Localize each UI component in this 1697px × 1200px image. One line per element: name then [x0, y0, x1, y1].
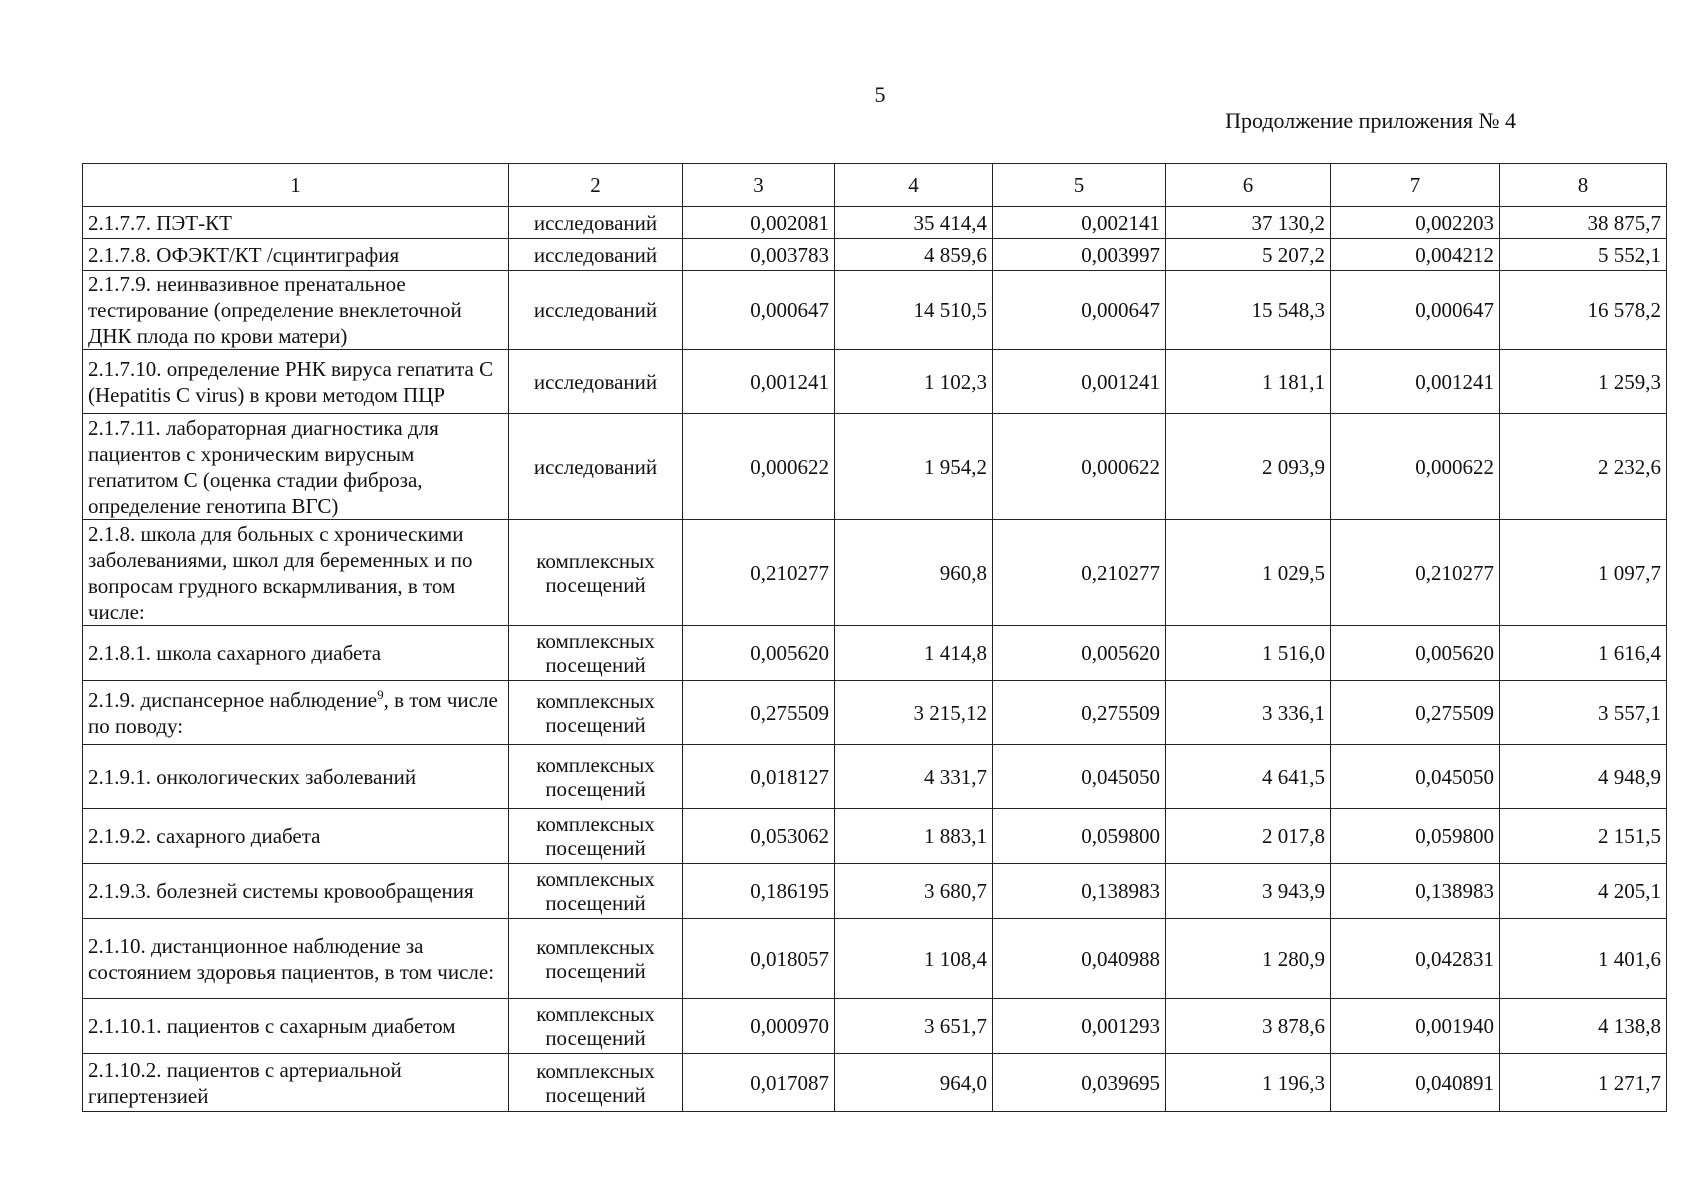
row-unit: комплексных посещений	[509, 1054, 683, 1112]
row-unit: комплексных посещений	[509, 520, 683, 626]
data-table	[82, 163, 1667, 1112]
value-cell: 1 401,6	[1500, 919, 1667, 999]
value-cell: 4 948,9	[1500, 745, 1667, 809]
table-row	[83, 919, 1667, 999]
value-cell: 0,039695	[993, 1054, 1166, 1112]
value-cell: 0,000622	[683, 414, 835, 520]
row-unit: комплексных посещений	[509, 809, 683, 864]
value-cell: 38 875,7	[1500, 207, 1667, 239]
value-cell: 0,186195	[683, 864, 835, 919]
row-unit: комплексных посещений	[509, 864, 683, 919]
value-cell: 1 883,1	[835, 809, 993, 864]
value-cell: 1 097,7	[1500, 520, 1667, 626]
value-cell: 0,000622	[993, 414, 1166, 520]
column-header: 3	[683, 164, 835, 207]
table-row	[83, 414, 1667, 520]
column-header: 8	[1500, 164, 1667, 207]
value-cell: 0,210277	[1331, 520, 1500, 626]
value-cell: 0,275509	[993, 681, 1166, 745]
value-cell: 14 510,5	[835, 271, 993, 350]
table-row	[83, 1054, 1667, 1112]
value-cell: 0,210277	[993, 520, 1166, 626]
value-cell: 0,042831	[1331, 919, 1500, 999]
value-cell: 3 943,9	[1166, 864, 1331, 919]
value-cell: 4 331,7	[835, 745, 993, 809]
page-number: 5	[874, 82, 886, 107]
value-cell: 2 093,9	[1166, 414, 1331, 520]
value-cell: 0,001241	[683, 350, 835, 414]
appendix-continuation-note: Продолжение приложения № 4	[1225, 108, 1516, 133]
value-cell: 0,000622	[1331, 414, 1500, 520]
value-cell: 5 552,1	[1500, 239, 1667, 271]
value-cell: 1 516,0	[1166, 626, 1331, 681]
value-cell: 0,005620	[1331, 626, 1500, 681]
value-cell: 0,005620	[683, 626, 835, 681]
value-cell: 0,002141	[993, 207, 1166, 239]
row-name: 2.1.7.8. ОФЭКТ/КТ /сцинтиграфия	[83, 239, 509, 271]
row-unit: комплексных посещений	[509, 626, 683, 681]
table-row	[83, 999, 1667, 1054]
row-unit: исследований	[509, 207, 683, 239]
column-header: 6	[1166, 164, 1331, 207]
value-cell: 4 859,6	[835, 239, 993, 271]
value-cell: 2 232,6	[1500, 414, 1667, 520]
row-name: 2.1.7.7. ПЭТ-КТ	[83, 207, 509, 239]
row-name: 2.1.10. дистанционное наблюдение за состоянием здоровья пациентов, в том числе:	[83, 919, 509, 999]
value-cell: 1 271,7	[1500, 1054, 1667, 1112]
value-cell: 0,138983	[993, 864, 1166, 919]
value-cell: 0,275509	[683, 681, 835, 745]
value-cell: 0,000970	[683, 999, 835, 1054]
row-unit: комплексных посещений	[509, 745, 683, 809]
value-cell: 0,040988	[993, 919, 1166, 999]
table-row	[83, 681, 1667, 745]
column-header: 2	[509, 164, 683, 207]
row-unit: комплексных посещений	[509, 681, 683, 745]
value-cell: 1 414,8	[835, 626, 993, 681]
row-unit: исследований	[509, 271, 683, 350]
value-cell: 960,8	[835, 520, 993, 626]
value-cell: 0,040891	[1331, 1054, 1500, 1112]
value-cell: 0,045050	[993, 745, 1166, 809]
value-cell: 1 954,2	[835, 414, 993, 520]
value-cell: 0,018057	[683, 919, 835, 999]
value-cell: 2 151,5	[1500, 809, 1667, 864]
value-cell: 0,018127	[683, 745, 835, 809]
value-cell: 0,210277	[683, 520, 835, 626]
row-unit: исследований	[509, 350, 683, 414]
value-cell: 0,138983	[1331, 864, 1500, 919]
value-cell: 0,002081	[683, 207, 835, 239]
value-cell: 0,053062	[683, 809, 835, 864]
table-row	[83, 271, 1667, 350]
row-name: 2.1.7.10. определение РНК вируса гепатита С (Hepatitis С virus) в крови методом ПЦР	[83, 350, 509, 414]
row-name-text: 2.1.9. диспансерное наблюдение	[88, 687, 378, 712]
value-cell: 0,003783	[683, 239, 835, 271]
value-cell: 0,004212	[1331, 239, 1500, 271]
value-cell: 0,059800	[993, 809, 1166, 864]
row-unit: комплексных посещений	[509, 919, 683, 999]
column-header: 4	[835, 164, 993, 207]
row-name: 2.1.9.3. болезней системы кровообращения	[83, 864, 509, 919]
value-cell: 4 138,8	[1500, 999, 1667, 1054]
table-row	[83, 809, 1667, 864]
column-header: 1	[83, 164, 509, 207]
value-cell: 3 651,7	[835, 999, 993, 1054]
value-cell: 2 017,8	[1166, 809, 1331, 864]
table-row	[83, 239, 1667, 271]
value-cell: 15 548,3	[1166, 271, 1331, 350]
value-cell: 1 280,9	[1166, 919, 1331, 999]
value-cell: 0,000647	[1331, 271, 1500, 350]
footnote-marker: 9	[377, 686, 384, 702]
row-name: 2.1.10.1. пациентов с сахарным диабетом	[83, 999, 509, 1054]
value-cell: 0,017087	[683, 1054, 835, 1112]
value-cell: 16 578,2	[1500, 271, 1667, 350]
value-cell: 0,003997	[993, 239, 1166, 271]
value-cell: 0,001241	[1331, 350, 1500, 414]
row-name: 2.1.8. школа для больных с хроническими заболеваниями, школ для беременных и по вопросам грудного вскармливания, в том числе:	[83, 520, 509, 626]
value-cell: 5 207,2	[1166, 239, 1331, 271]
value-cell: 3 557,1	[1500, 681, 1667, 745]
value-cell: 4 205,1	[1500, 864, 1667, 919]
value-cell: 0,045050	[1331, 745, 1500, 809]
row-name-text-cont: , в том числе по поводу:	[88, 687, 498, 738]
table-row	[83, 350, 1667, 414]
value-cell: 1 108,4	[835, 919, 993, 999]
row-name: 2.1.9.1. онкологических заболеваний	[83, 745, 509, 809]
value-cell: 0,001241	[993, 350, 1166, 414]
value-cell: 0,059800	[1331, 809, 1500, 864]
row-name: 2.1.7.11. лабораторная диагностика для пациентов с хроническим вирусным гепатитом С (оценка стадии фиброза, определение генотипа ВГС)	[83, 414, 509, 520]
value-cell: 0,275509	[1331, 681, 1500, 745]
table-row	[83, 864, 1667, 919]
table-header-row	[83, 164, 1667, 207]
value-cell: 1 181,1	[1166, 350, 1331, 414]
value-cell: 0,005620	[993, 626, 1166, 681]
value-cell: 3 878,6	[1166, 999, 1331, 1054]
value-cell: 1 259,3	[1500, 350, 1667, 414]
value-cell: 0,001940	[1331, 999, 1500, 1054]
value-cell: 0,000647	[993, 271, 1166, 350]
value-cell: 35 414,4	[835, 207, 993, 239]
value-cell: 3 680,7	[835, 864, 993, 919]
value-cell: 1 029,5	[1166, 520, 1331, 626]
row-name: 2.1.10.2. пациентов с артериальной гипертензией	[83, 1054, 509, 1112]
value-cell: 3 215,12	[835, 681, 993, 745]
row-name: 2.1.9.2. сахарного диабета	[83, 809, 509, 864]
row-unit: комплексных посещений	[509, 999, 683, 1054]
value-cell: 0,000647	[683, 271, 835, 350]
value-cell: 3 336,1	[1166, 681, 1331, 745]
table-row	[83, 207, 1667, 239]
value-cell: 1 616,4	[1500, 626, 1667, 681]
value-cell: 1 102,3	[835, 350, 993, 414]
value-cell: 37 130,2	[1166, 207, 1331, 239]
row-name	[83, 681, 509, 745]
column-header: 7	[1331, 164, 1500, 207]
value-cell: 0,001293	[993, 999, 1166, 1054]
row-unit: исследований	[509, 414, 683, 520]
value-cell: 0,002203	[1331, 207, 1500, 239]
value-cell: 1 196,3	[1166, 1054, 1331, 1112]
table-row	[83, 520, 1667, 626]
row-unit: исследований	[509, 239, 683, 271]
value-cell: 4 641,5	[1166, 745, 1331, 809]
table-row	[83, 626, 1667, 681]
row-name: 2.1.8.1. школа сахарного диабета	[83, 626, 509, 681]
table-row	[83, 745, 1667, 809]
value-cell: 964,0	[835, 1054, 993, 1112]
row-name: 2.1.7.9. неинвазивное пренатальное тестирование (определение внеклеточной ДНК плода по крови матери)	[83, 271, 509, 350]
column-header: 5	[993, 164, 1166, 207]
